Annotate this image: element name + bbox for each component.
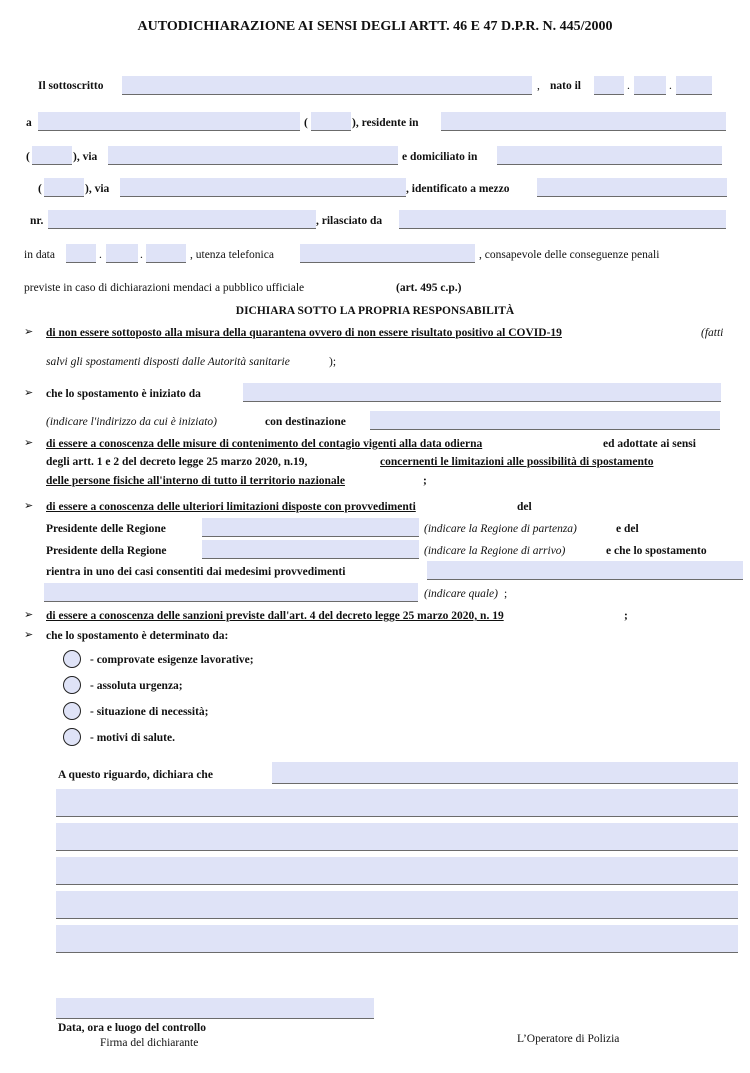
reason-radio-urgenza[interactable]: [63, 676, 81, 694]
in-data-label: in data: [24, 249, 55, 261]
quarantena-text: di non essere sottoposto alla misura della quarantena ovvero di non essere risultato positivo al COVID-19: [46, 327, 562, 339]
nr-label: nr.: [30, 215, 44, 227]
firma-label: Firma del dichiarante: [100, 1037, 199, 1049]
consapevole-text: , consapevole delle conseguenze penali: [479, 249, 660, 261]
arrow-bullet: ➢: [24, 326, 34, 338]
reason-label-lavoro: - comprovate esigenze lavorative;: [90, 654, 254, 666]
paren-open: (: [26, 151, 30, 163]
id-document-field[interactable]: [537, 178, 727, 197]
reason-label-urgenza: - assoluta urgenza;: [90, 680, 183, 692]
semicolon: ;: [624, 610, 628, 622]
nato-il-label: nato il: [550, 80, 581, 92]
region-departure-field[interactable]: [202, 518, 419, 537]
birth-province-field[interactable]: [311, 112, 351, 131]
dichiara-line-5[interactable]: [56, 925, 738, 953]
birth-year-field[interactable]: [676, 76, 712, 95]
sottoscritto-label: Il sottoscritto: [38, 80, 104, 92]
paren-open: (: [38, 183, 42, 195]
utenza-label: , utenza telefonica: [190, 249, 274, 261]
determinato-text: che lo spostamento è determinato da:: [46, 630, 229, 642]
date-separator: .: [669, 80, 672, 92]
dichiara-field[interactable]: [272, 762, 738, 784]
arrow-bullet: ➢: [24, 609, 34, 621]
via-label: ), via: [85, 183, 110, 195]
domiciliato-label: e domiciliato in: [402, 151, 478, 163]
birth-day-field[interactable]: [594, 76, 624, 95]
a-label: a: [26, 117, 32, 129]
reason-label-necessita: - situazione di necessità;: [90, 706, 209, 718]
operatore-label: L’Operatore di Polizia: [517, 1033, 620, 1045]
iniziato-label: che lo spostamento è iniziato da: [46, 388, 201, 400]
case-field[interactable]: [427, 561, 743, 580]
misure-line2b: concernenti le limitazioni alle possibilità di spostamento: [380, 456, 654, 468]
quarantena-salvi: salvi gli spostamenti disposti dalle Autorità sanitarie: [46, 356, 290, 368]
document-title: AUTODICHIARAZIONE AI SENSI DEGLI ARTT. 46 E 47 D.P.R. N. 445/2000: [137, 19, 613, 34]
residence-field[interactable]: [441, 112, 726, 131]
e-del-text: e del: [616, 523, 639, 535]
residence-street-field[interactable]: [108, 146, 398, 165]
arrow-bullet: ➢: [24, 629, 34, 641]
domicile-field[interactable]: [497, 146, 722, 165]
presidente-partenza-label: Presidente delle Regione: [46, 523, 166, 535]
indicare-quale-hint: (indicare quale): [424, 588, 498, 600]
sanzioni-text: di essere a conoscenza delle sanzioni previste dall'art. 4 del decreto legge 25 marzo 2020, n. 19: [46, 610, 504, 622]
dichiara-heading: DICHIARA SOTTO LA PROPRIA RESPONSABILITÀ: [235, 305, 515, 317]
issue-day-field[interactable]: [66, 244, 96, 263]
misure-line1b: ed adottate ai sensi: [603, 438, 696, 450]
rilasciato-label: , rilasciato da: [316, 215, 383, 227]
dichiara-line-4[interactable]: [56, 891, 738, 919]
semicolon: ;: [504, 588, 508, 600]
arrow-bullet: ➢: [24, 387, 34, 399]
arrow-bullet: ➢: [24, 500, 34, 512]
misure-line2a: degli artt. 1 e 2 del decreto legge 25 marzo 2020, n.19,: [46, 456, 308, 468]
riguardo-label: A questo riguardo, dichiara che: [58, 769, 213, 781]
quarantena-fatti: (fatti: [701, 327, 724, 339]
phone-field[interactable]: [300, 244, 475, 263]
issue-year-field[interactable]: [146, 244, 186, 263]
reason-radio-lavoro[interactable]: [63, 650, 81, 668]
paren-open: (: [304, 117, 308, 129]
destination-field[interactable]: [370, 411, 720, 430]
art495-text: (art. 495 c.p.): [396, 282, 462, 294]
misure-line3: delle persone fisiche all'interno di tutto il territorio nazionale: [46, 475, 345, 487]
indicare-indirizzo-text: (indicare l'indirizzo da cui è iniziato): [46, 416, 218, 428]
regione-partenza-hint: (indicare la Regione di partenza): [424, 523, 577, 535]
reason-radio-salute[interactable]: [63, 728, 81, 746]
start-address-field[interactable]: [243, 383, 721, 402]
via-label: ), via: [73, 151, 98, 163]
ulteriori-del: del: [517, 501, 532, 513]
dichiara-line-3[interactable]: [56, 857, 738, 885]
misure-line1a: di essere a conoscenza delle misure di contenimento del contagio vigenti alla data odierna: [46, 438, 483, 450]
domicile-street-field[interactable]: [120, 178, 406, 197]
misure-line3-end: ;: [423, 475, 427, 487]
date-separator: .: [627, 80, 630, 92]
destinazione-label: con destinazione: [265, 416, 346, 428]
reason-radio-necessita[interactable]: [63, 702, 81, 720]
presidente-arrivo-label: Presidente della Regione: [46, 545, 167, 557]
reason-label-salute: - motivi di salute.: [90, 732, 175, 744]
issued-by-field[interactable]: [399, 210, 726, 229]
birth-month-field[interactable]: [634, 76, 666, 95]
identificato-label: , identificato a mezzo: [406, 183, 510, 195]
name-field[interactable]: [122, 76, 532, 95]
residence-province-field[interactable]: [32, 146, 72, 165]
previste-text: previste in caso di dichiarazioni mendaci a pubblico ufficiale: [24, 282, 305, 294]
regione-arrivo-hint: (indicare la Regione di arrivo): [424, 545, 566, 557]
che-spostamento-text: e che lo spostamento: [606, 545, 707, 557]
rientra-text: rientra in uno dei casi consentiti dai medesimi provvedimenti: [46, 566, 346, 578]
id-number-field[interactable]: [48, 210, 316, 229]
data-luogo-label: Data, ora e luogo del controllo: [58, 1022, 206, 1034]
domicile-province-field[interactable]: [44, 178, 84, 197]
issue-month-field[interactable]: [106, 244, 138, 263]
birth-place-field[interactable]: [38, 112, 300, 131]
quarantena-end: );: [329, 356, 337, 368]
dichiara-line-1[interactable]: [56, 789, 738, 817]
region-arrival-field[interactable]: [202, 540, 419, 559]
date-separator: .: [140, 249, 143, 261]
place-date-field[interactable]: [56, 998, 374, 1019]
dichiara-line-2[interactable]: [56, 823, 738, 851]
residente-label: ), residente in: [352, 117, 419, 129]
case-field-continued[interactable]: [44, 583, 418, 602]
date-separator: .: [99, 249, 102, 261]
comma: ,: [537, 80, 540, 92]
arrow-bullet: ➢: [24, 437, 34, 449]
ulteriori-text: di essere a conoscenza delle ulteriori limitazioni disposte con provvedimenti: [46, 501, 416, 513]
